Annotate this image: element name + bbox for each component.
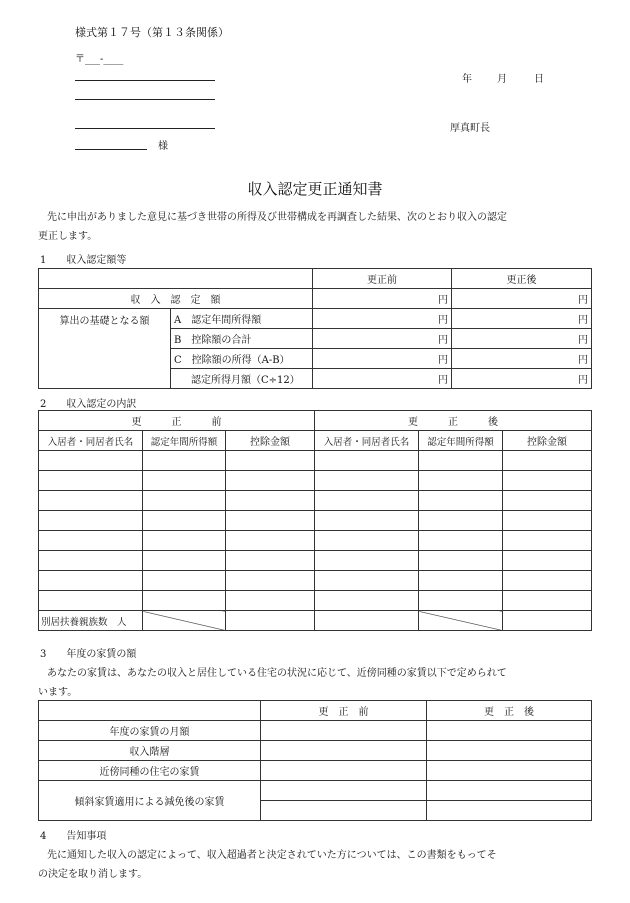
yen-cell: 円 [452,369,592,389]
form-number: 様式第１７号（第１３条関係） [75,26,229,39]
table-row [39,451,592,471]
postal-code: 〒___-____ [75,54,124,65]
section-4-heading: 4 告知事項 [40,831,107,842]
intro-line-2: 更正します。 [38,231,98,242]
rent-table [38,700,592,821]
rent-row-monthly: 年度の家賃の月額 [39,721,261,741]
address-line-1 [75,80,215,81]
intro-line-1: 先に申出がありました意見に基づき世帯の所得及び世帯構成を再調査した結果、次のとおり収入の認定 [47,212,507,223]
row-a-label: A 認定年間所得額 [171,309,313,329]
address-line-2 [75,99,215,100]
row-d-label: 認定所得月額（C÷12） [171,369,313,389]
rent-row-reduced: 傾斜家賃適用による減免後の家賃 [39,781,261,821]
yen-cell: 円 [313,329,452,349]
recipient-suffix: 様 [158,141,168,152]
income-table [38,268,592,389]
row-total-label: 収 入 認 定 額 [39,289,313,309]
name-line [75,128,215,129]
breakdown-before: 更 正 前 [39,411,315,431]
breakdown-after: 更 正 後 [315,411,592,431]
basis-label: 算出の基礎となる額 [39,309,171,389]
date-month: 月 [497,74,507,85]
yen-cell: 円 [452,329,592,349]
section-1-heading: 1 収入認定額等 [40,255,127,266]
header-deduct: 控除金額 [226,431,315,451]
header-income: 認定年間所得額 [419,431,503,451]
yen-cell: 円 [313,309,452,329]
col-before: 更正前 [313,269,452,289]
header-name: 入居者・同居者氏名 [315,431,419,451]
section-3-heading: 3 年度の家賃の額 [40,649,137,660]
issuer: 厚真町長 [450,123,490,134]
table-row [39,571,592,591]
rent-row-bracket: 収入階層 [39,741,261,761]
table-row [39,511,592,531]
dependents-label: 別居扶養親族数 人 [39,611,143,631]
date-year: 年 [462,74,472,85]
rent-col-after: 更 正 後 [427,701,592,721]
section-4-text-2: の決定を取り消します。 [38,869,148,880]
yen-cell: 円 [452,349,592,369]
header-name: 入居者・同居者氏名 [39,431,143,451]
rent-row-nearby: 近傍同種の住宅の家賃 [39,761,261,781]
yen-cell: 円 [313,349,452,369]
row-b-label: B 控除額の合計 [171,329,313,349]
header-deduct: 控除金額 [503,431,592,451]
table-row [39,551,592,571]
table-row [39,471,592,491]
table-row [39,531,592,551]
table-row [39,491,592,511]
table-row [39,591,592,611]
row-c-label: C 控除額の所得（A-B） [171,349,313,369]
recipient-line [75,149,147,150]
rent-col-before: 更 正 前 [261,701,427,721]
yen-cell: 円 [452,309,592,329]
date-day: 日 [534,74,544,85]
document-title: 収入認定更正通知書 [247,180,383,198]
yen-cell: 円 [452,289,592,309]
col-after: 更正後 [452,269,592,289]
section-4-text-1: 先に通知した収入の認定によって、収入超過者と決定されていた方については、この書類をもってそ [47,850,497,861]
diagonal-cell [143,611,226,631]
diagonal-cell [419,611,503,631]
yen-cell: 円 [313,289,452,309]
header-income: 認定年間所得額 [143,431,226,451]
yen-cell: 円 [313,369,452,389]
section-2-heading: 2 収入認定の内訳 [40,399,137,410]
breakdown-table [38,410,592,631]
section-3-text-1: あなたの家賃は、あなたの収入と居住している住宅の状況に応じて、近傍同種の家賃以下で定められて [47,668,507,679]
section-3-text-2: います。 [38,687,78,698]
